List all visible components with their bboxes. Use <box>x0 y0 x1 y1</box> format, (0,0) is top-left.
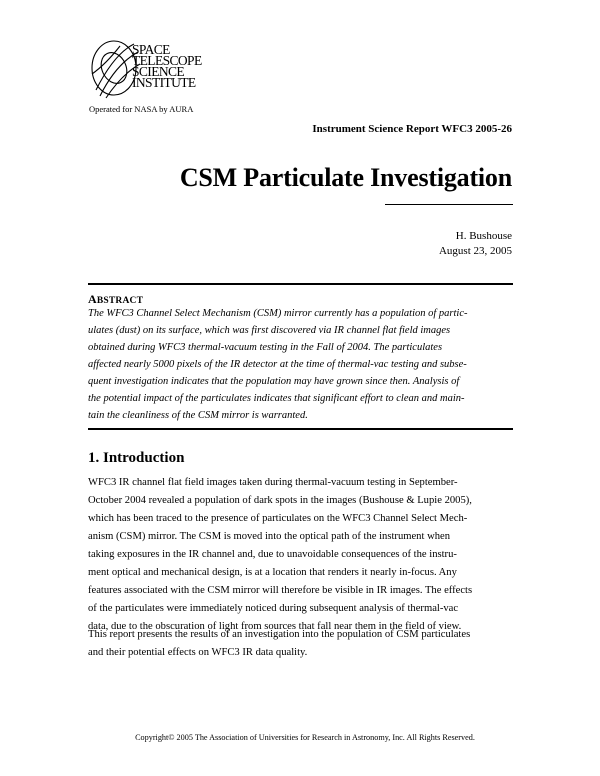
paragraph-line: and their potential effects on WFC3 IR data quality. <box>88 647 308 658</box>
paragraph-line: This report presents the results of an investigation into the population of CSM particulates <box>88 629 471 640</box>
abstract-line: the potential impact of the particulates indicates that significant effort to clean and main- <box>88 393 465 404</box>
logo-line-space: SPACE <box>132 42 170 57</box>
paragraph-line: anism (CSM) mirror. The CSM is moved into the optical path of the instrument when <box>88 531 451 542</box>
operated-by: Operated for NASA by AURA <box>89 104 194 114</box>
copyright-footer: Copyright© 2005 The Association of Universities for Research in Astronomy, Inc. All Rights Reserved. <box>135 733 475 742</box>
logo-line-telescope: TELESCOPE <box>132 53 202 68</box>
paragraph-line: data, due to the obscuration of light from sources that fall near them in the field of view. <box>88 621 462 632</box>
author-block <box>439 229 512 258</box>
paragraph-line: which has been traced to the presence of particulates on the WFC3 Channel Select Mech- <box>88 513 468 524</box>
section-heading-introduction: 1. Introduction <box>88 450 185 466</box>
abstract-heading-rest: BSTRACT <box>96 296 144 306</box>
abstract-line: The WFC3 Channel Select Mechanism (CSM) mirror currently has a population of partic- <box>88 308 468 319</box>
logo-line-science: SCIENCE <box>132 64 185 79</box>
abstract-heading-cap: A <box>88 292 97 306</box>
abstract-top-rule <box>88 283 513 285</box>
abstract-line: ulates (dust) on its surface, which was first discovered via IR channel flat field images <box>88 325 451 336</box>
page-title: CSM Particulate Investigation <box>179 163 512 192</box>
paragraph-line: October 2004 revealed a population of dark spots in the images (Bushouse & Lupie 2005), <box>88 495 472 506</box>
title-rule <box>385 204 513 205</box>
abstract-line: tain the cleanliness of the CSM mirror is warranted. <box>88 410 308 421</box>
intro-paragraph-1 <box>88 474 513 636</box>
author-name: H. Bushouse <box>455 230 512 242</box>
abstract-line: quent investigation indicates that the population may have grown since then. Analysis of <box>88 376 460 387</box>
abstract-bottom-rule <box>88 428 513 430</box>
paragraph-line: of the particulates were immediately noticed during subsequent analysis of thermal-vac <box>88 603 459 614</box>
abstract-line: obtained during WFC3 thermal-vacuum testing in the Fall of 2004. The particulates <box>88 342 443 353</box>
paragraph-line: WFC3 IR channel flat field images taken during thermal-vacuum testing in September- <box>88 477 458 488</box>
paragraph-line: features associated with the CSM mirror will therefore be visible in IR images. The effects <box>88 585 473 596</box>
abstract-text <box>88 305 513 424</box>
paragraph-line: ment optical and mechanical design, is at a location that renders it nearly in-focus. Any <box>88 567 457 578</box>
report-date: August 23, 2005 <box>438 244 512 257</box>
logo-line-institute: INSTITUTE <box>132 75 196 90</box>
report-id: Instrument Science Report WFC3 2005-26 <box>312 123 512 135</box>
paragraph-line: taking exposures in the IR channel and, due to unavoidable consequences of the instru- <box>88 549 457 560</box>
intro-paragraph-2 <box>88 626 513 662</box>
abstract-line: affected nearly 5000 pixels of the IR detector at the time of thermal-vac testing and subse- <box>88 359 467 370</box>
